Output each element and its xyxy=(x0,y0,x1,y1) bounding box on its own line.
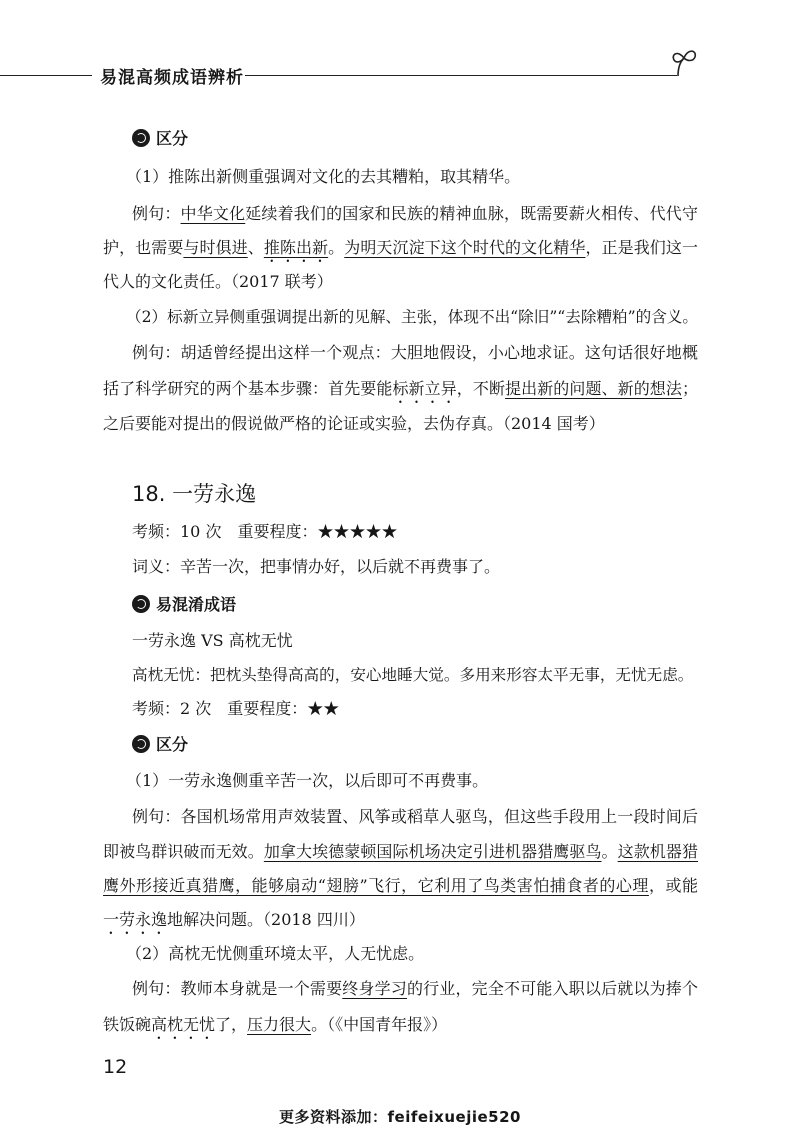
section-bullet-icon xyxy=(132,595,150,613)
text-run: 延续着我们的国家和民族的精神血脉，既需要薪火相传、代代守 xyxy=(245,204,698,223)
underlined-text: 与时俱进 xyxy=(183,238,248,257)
emphasized-idiom: 一劳永逸 xyxy=(103,910,168,929)
footer-note: 更多资料添加：feifeixuejie520 xyxy=(279,1108,521,1126)
underlined-text: 加拿大埃德蒙顿国际机场决定引进机器猎鹰驱鸟 xyxy=(263,842,602,861)
text-run: 即被鸟群识破而无效。 xyxy=(103,842,264,861)
example-line xyxy=(103,903,698,938)
meaning-line: 词义：辛苦一次，把事情办好，以后就不再费事了。 xyxy=(132,557,501,576)
example-line xyxy=(132,197,698,231)
text-run: ，正是我们这一 xyxy=(585,238,698,257)
underlined-text: 这款机器猎 xyxy=(617,842,698,861)
text-run: 了， xyxy=(215,1015,248,1034)
text-run: 。 xyxy=(601,842,618,861)
example-line xyxy=(103,1008,698,1043)
paragraph: （2）标新立异侧重强调提出新的见解、主张，体现不出“除旧”“去除糟粕”的含义。 xyxy=(126,308,698,326)
example-line: 之后要能对提出的假说做严格的论证或实验，去伪存真。（2014 国考） xyxy=(103,414,605,433)
underlined-text: 压力很大 xyxy=(247,1015,312,1034)
frequency-line: 考频：10 次 重要程度：★★★★★ xyxy=(132,522,398,541)
underlined-text: 提出新的问题、新的想法 xyxy=(505,379,682,398)
frequency-line: 考频：2 次 重要程度：★★ xyxy=(132,699,340,718)
section-heading-label: 区分 xyxy=(156,129,189,148)
example-line: 例句：各国机场常用声效装置、风筝或稻草人驱鸟，但这些手段用上一段时间后 xyxy=(132,807,698,826)
example-line: 例句：胡适曾经提出这样一个观点：大胆地假设，小心地求证。这句话很好地概 xyxy=(132,343,698,362)
definition-line: 高枕无忧：把枕头垫得高高的，安心地睡大觉。多用来形容太平无事，无忧无虑。 xyxy=(132,666,694,684)
text-run: 例句： xyxy=(132,204,181,223)
text-run: 括了科学研究的两个基本步骤：首先要能 xyxy=(103,379,393,398)
text-run: 的行业，完全不可能入职以后就以为捧个 xyxy=(406,979,698,998)
header-rule-right xyxy=(245,75,677,76)
section-bullet-icon xyxy=(132,735,150,753)
vs-line: 一劳永逸 VS 高枕无忧 xyxy=(132,631,293,650)
example-line xyxy=(132,972,698,1006)
example-line xyxy=(103,231,698,266)
underlined-text: 终身学习 xyxy=(342,979,407,998)
text-run: 护，也需要 xyxy=(103,238,184,257)
example-line xyxy=(103,835,698,869)
text-run: ，或能 xyxy=(648,876,698,895)
page-number: 12 xyxy=(103,1056,128,1078)
entry-title: 18. 一劳永逸 xyxy=(132,482,257,506)
underlined-text: 为明天沉淀下这个时代的文化精华 xyxy=(344,238,586,257)
section-heading-label: 区分 xyxy=(156,735,189,754)
paragraph: （2）高枕无忧侧重环境太平，人无忧虑。 xyxy=(126,944,425,963)
emphasized-idiom: 标新立异 xyxy=(392,379,457,398)
section-heading xyxy=(132,728,727,762)
section-heading xyxy=(132,122,727,156)
text-run: 。 xyxy=(328,238,345,257)
header-rule-left xyxy=(0,75,92,76)
text-run: 。（《中国青年报》） xyxy=(311,1015,448,1034)
underlined-text: 鹰外形接近真猎鹰，能够扇动“翅膀”飞行，它利用了鸟类害怕捕食者的心理 xyxy=(103,876,649,895)
underlined-text: 中华文化 xyxy=(180,204,246,223)
example-line xyxy=(103,372,698,407)
example-line xyxy=(103,869,698,903)
sprout-icon xyxy=(668,46,700,80)
text-run: ，不断 xyxy=(456,379,506,398)
paragraph: （1）一劳永逸侧重辛苦一次，以后即可不再费事。 xyxy=(126,771,489,790)
text-run: 铁饭碗 xyxy=(103,1015,152,1034)
confuse-heading-label: 易混淆成语 xyxy=(156,595,237,614)
paragraph: （1）推陈出新侧重强调对文化的去其糟粕，取其精华。 xyxy=(126,167,521,186)
text-run: 例句：教师本身就是一个需要 xyxy=(132,979,343,998)
text-run: ； xyxy=(681,379,698,398)
text-run: 、 xyxy=(247,238,264,257)
emphasized-idiom: 推陈出新 xyxy=(263,238,329,257)
example-line: 代人的文化责任。（2017 联考） xyxy=(103,272,333,291)
running-header-title: 易混高频成语辨析 xyxy=(100,68,244,88)
emphasized-idiom: 高枕无忧 xyxy=(151,1015,216,1034)
section-bullet-icon xyxy=(132,129,150,147)
confuse-heading xyxy=(132,588,727,622)
text-run: 地解决问题。（2018 四川） xyxy=(167,910,365,929)
